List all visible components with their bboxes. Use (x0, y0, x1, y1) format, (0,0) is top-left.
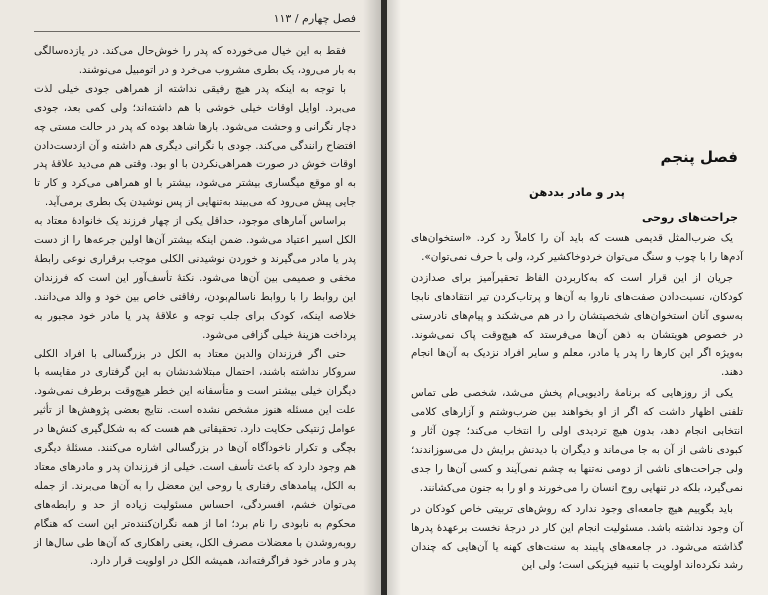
chapter-title: فصل پنجم (660, 148, 738, 166)
left-body-text (34, 42, 356, 571)
paragraph: فقط به این خیال می‌خورده که پدر را خوش‌حال می‌کند. در یازده‌سالگی به بار می‌رود، یک بطری مشروب می‌خرد و در اتومبیل می‌نوشند. (34, 45, 356, 76)
paragraph: یکی از روزهایی که برنامهٔ رادیویی‌ام پخش می‌شد، شخصی طی تماس تلفنی اظهار داشت که اگر از او بخواهند بین ضرب‌وشتم و آزارهای کلامی انتخابی انجام دهد، بدون هیچ تردیدی اولی را انتخاب می‌کند؛ چون آثار و کبودی ناشی از آن به جا می‌ماند و دیگران با دیدنش برایش دل می‌سوزاندند؛ ولی جراحت‌های ناشی از دومی نه‌تنها به چشم نمی‌آیند و کسی آن‌ها را جدی نمی‌گیرد، بلکه در تنهایی روح انسان را می‌خورند و او را به جنون می‌کشانند. (411, 387, 743, 494)
paragraph: براساس آمارهای موجود، حداقل یکی از چهار فرزند یک خانوادهٔ معتاد به الکل اسیر اعتیاد می‌شود. ضمن اینکه بیشتر آن‌ها اولین جرعه‌ها را از دست پدر یا مادر می‌گیرند و خوردن نوشیدنی الکلی موجب برقراری نوعی رابطهٔ مخفی و صمیمی بین آن‌ها می‌شود. نکتهٔ تأسف‌آور این است که فرزندان این روابط را با روابط ناسالم‌بودن، رفاقتی خاص بین خود و والد می‌دانند. خلاصه اینکه، کودک برای جلب توجه و علاقهٔ پدر یا مادر خود مجبور به پرداخت هزینهٔ خیلی گزافی می‌شود. (34, 215, 356, 341)
subheading: جراحت‌های روحی (641, 211, 738, 224)
gutter-shadow (387, 0, 401, 595)
paragraph: با توجه به اینکه پدر هیچ رفیقی نداشته از همراهی جودی خیلی لذت می‌برد. اوایل اوقات خیلی خوشی با هم داشته‌اند؛ ولی کمی بعد، جودی دچار نگرانی و وحشت می‌شود. بارها شاهد بوده که پدر در حالت مستی چه افتضاح رانندگی می‌کند. جودی با نگرانی دیگری هم داشته و آن ازدست‌دادن اوقات خوش در صورت همراهی‌نکردن با او بود. وقتی هم می‌دید علاقهٔ پدر به او موقع میگساری بیشتر می‌شود، بیشتر با او همراهی می‌کرد و کار تا جایی پیش می‌رود که می‌بیند به‌تنهایی از پس نوشیدن یک بطری برمی‌آید. (34, 82, 356, 209)
gutter-shadow (363, 0, 381, 595)
right-body-text (411, 229, 743, 577)
left-page (0, 0, 381, 595)
running-head: فصل چهارم / ۱۱۳ (273, 12, 356, 25)
header-rule (34, 31, 360, 32)
paragraph: باید بگوییم هیچ جامعه‌ای وجود ندارد که روش‌های تربیتی خاص کودکان در آن وجود نداشته باشد. مسئولیت انجام این کار در درجهٔ نخست برعهدهٔ پدرها گذاشته می‌شود. در جامعه‌های پایبند به سنت‌های کهنه یا آن‌هایی که چندان رشد نکرده‌اند اولویت با تنبیه فیزیکی است؛ ولی این (411, 502, 743, 572)
paragraph: جریان از این قرار است که به‌کاربردن الفاظ تحقیرآمیز برای صدازدن کودکان، نسبت‌دادن صفت‌های ناروا به آن‌ها و پرتاب‌کردن تیر انتقادهای نابجا به‌سوی آنان استخوان‌های شخصیتشان را در هم می‌شکند و پیام‌های نادرستی در خصوص هویتشان به ذهن آن‌ها می‌فرستد که هیچ‌وقت پاک نمی‌شوند. به‌ویژه اگر این کارها را پدر یا مادر، معلم و سایر افراد نزدیک به آن‌ها انجام دهند. (411, 271, 743, 379)
right-page (387, 0, 768, 595)
section-title: پدر و مادر بددهن (529, 185, 625, 199)
paragraph: حتی اگر فرزندان والدین معتاد به الکل در بزرگسالی با افراد الکلی سروکار نداشته باشند، احتمال مبتلاشدنشان به این گرفتاری در مقایسه با دیگران خیلی بیشتر است و متأسفانه این خطر هیچ‌وقت برطرف نمی‌شود. علت این مسئله هنوز مشخص نشده است. نتایج بعضی پژوهش‌ها از تأثیر عوامل ژنتیکی حکایت دارد. تحقیقاتی هم هست که به شکل‌گیری کنش‌ها در بچگی و تکرار ناخودآگاه آن‌ها در بزرگسالی اشاره می‌کنند. مسئلهٔ دیگری هم وجود دارد که باعث تأسف است. خیلی از فرزندان پدر و مادرهای معتاد به الکل، پیامدهای رفتاری یا روحی این معضل را به آن‌ها می‌برند. از جمله می‌توان خشم، افسردگی، احساس مسئولیت زیاده از حد و رابطه‌های محکوم به نابودی را نام برد؛ اما از همه نگران‌کننده‌تر این است که هنگام روبه‌روشدن با معضلات مصرف الکل، یعنی راهکاری که آن‌ها طی سال‌ها از پدر و مادر خود فراگرفته‌اند، همیشه الکل در اولویت قرار دارد. (34, 347, 356, 568)
paragraph: یک ضرب‌المثل قدیمی هست که باید آن را کاملاً رد کرد. «استخوان‌های آدم‌ها را با چوب و سنگ می‌توان خردوخاکشیر کرد، ولی با حرف نمی‌توان». (411, 232, 743, 263)
